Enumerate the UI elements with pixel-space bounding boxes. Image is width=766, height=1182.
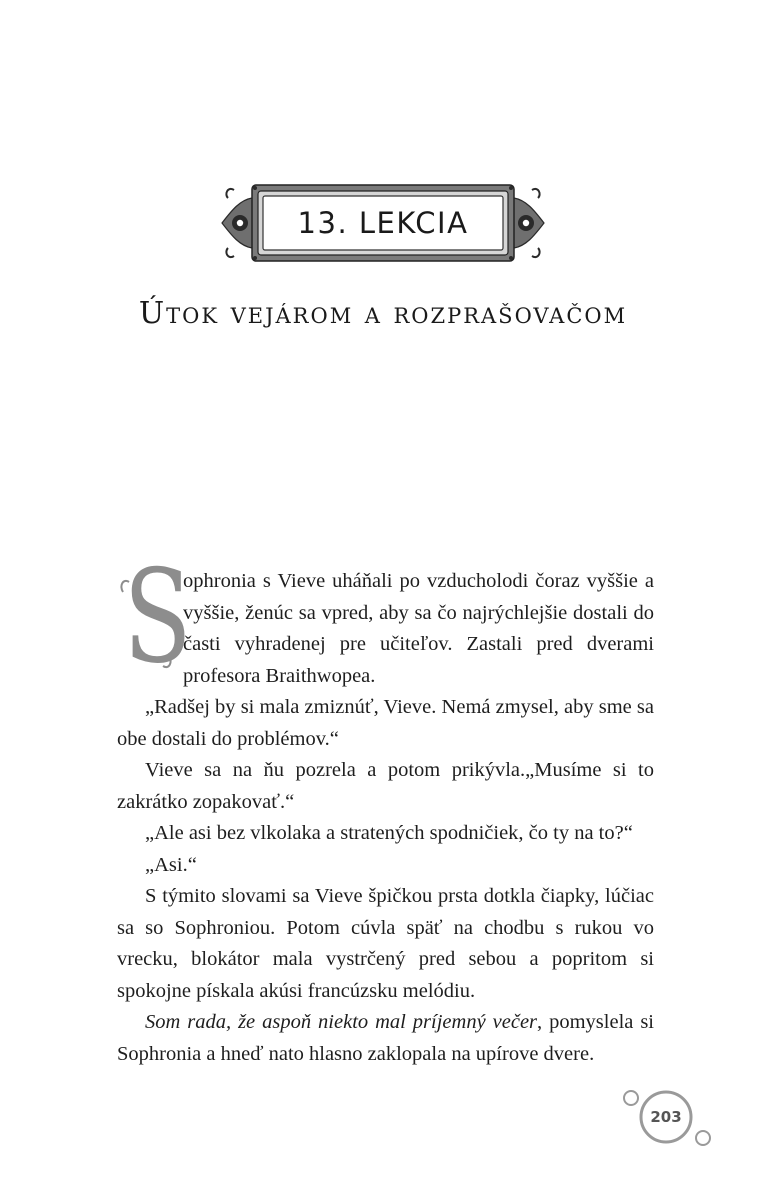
paragraph — [117, 543, 654, 692]
italic-thought: Som rada, že aspoň niekto mal príjemný večer — [145, 1011, 538, 1033]
dropcap-letter: S — [123, 543, 192, 692]
paragraph: Vieve sa na ňu pozrela a potom prikývla.„Musíme si to zakrátko zopakovať.“ — [117, 759, 654, 813]
chapter-banner — [218, 180, 548, 266]
page-number — [620, 1084, 716, 1152]
paragraph-text: , pomyslela si Sophronia a hneď nato hlasno zaklopala na upírove dvere. — [117, 1011, 654, 1065]
paragraph: „Asi.“ — [145, 853, 197, 876]
paragraph: S týmito slovami sa Vieve špičkou prsta dotkla čiapky, lúčiac sa so Sophroniou. Potom cúvla späť na chodbu s rukou vo vrecku, blokátor mala vystrčený pred sebou a popritom si spokojne pískala akúsi francúzsku melódiu. — [117, 885, 654, 1002]
paragraph — [117, 1007, 654, 1070]
page-number-label: 203 — [650, 1108, 682, 1126]
paragraph-text: ophronia s Vieve uháňali po vzducholodi čoraz vyššie a vyššie, ženúc sa vpred, aby sa čo najrýchlejšie dostali do časti vyhradenej pre učiteľov. Zastali pred dverami profesora Braithwopea. — [183, 570, 654, 687]
paragraph: „Ale asi bez vlkolaka a stratených spodničiek, čo ty na to?“ — [145, 822, 633, 844]
chapter-body — [117, 543, 654, 1070]
chapter-title: Útok vejárom a rozprašovačom — [138, 296, 628, 331]
paragraph: „Radšej by si mala zmiznúť, Vieve. Nemá zmysel, aby sme sa obe dostali do problémov.“ — [117, 696, 654, 750]
chapter-number: 13. LEKCIA — [297, 206, 469, 240]
dropcap — [117, 543, 192, 692]
